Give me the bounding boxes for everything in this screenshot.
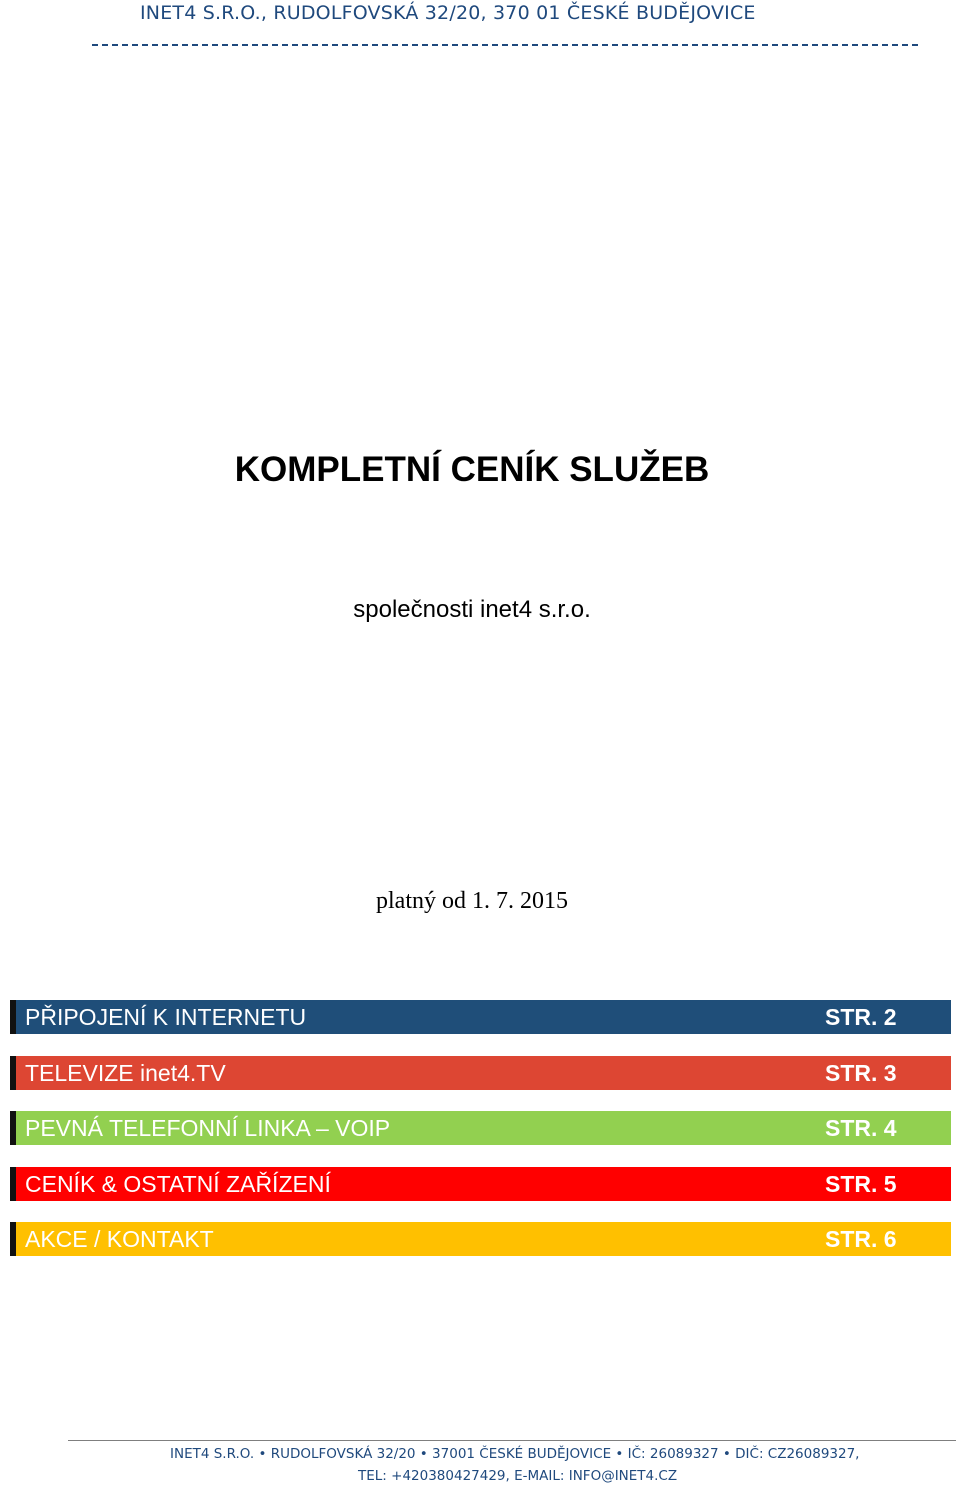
toc-item-internet[interactable] [10,1000,951,1034]
valid-from-date: platný od 1. 7. 2015 [376,888,568,914]
footer-company-info: INET4 S.R.O. • RUDOLFOVSKÁ 32/20 • 37001 ČESKÉ BUDĚJOVICE • IČ: 26089327 • DIČ: CZ26089327, [170,1446,860,1462]
toc-item-page: STR. 2 [825,1004,897,1030]
toc-item-page: STR. 6 [825,1226,897,1252]
toc-item-page: STR. 5 [825,1170,897,1197]
toc-item-pricelist-devices[interactable] [10,1167,951,1201]
toc-item-page: STR. 4 [825,1115,897,1141]
header-dashed-divider [92,44,918,46]
table-of-contents [10,1000,951,1278]
toc-item-promo-contact[interactable] [10,1222,951,1256]
toc-item-label: CENÍK & OSTATNÍ ZAŘÍZENÍ [25,1170,331,1197]
header-company-line: INET4 S.R.O., RUDOLFOVSKÁ 32/20, 370 01 ČESKÉ BUDĚJOVICE [140,2,756,24]
document-title: KOMPLETNÍ CENÍK SLUŽEB [234,450,710,489]
document-subtitle: společnosti inet4 s.r.o. [353,596,591,623]
toc-item-television[interactable] [10,1056,951,1090]
toc-item-label: PEVNÁ TELEFONNÍ LINKA – VOIP [25,1115,391,1141]
toc-item-page: STR. 3 [825,1059,897,1086]
toc-item-voip[interactable] [10,1111,951,1145]
footer-divider [68,1440,956,1441]
toc-item-label: TELEVIZE inet4.TV [25,1059,226,1086]
footer-contact-info: TEL: +420380427429, E-MAIL: INFO@INET4.CZ [358,1468,678,1484]
toc-item-label: AKCE / KONTAKT [25,1226,214,1252]
toc-item-label: PŘIPOJENÍ K INTERNETU [25,1004,307,1030]
